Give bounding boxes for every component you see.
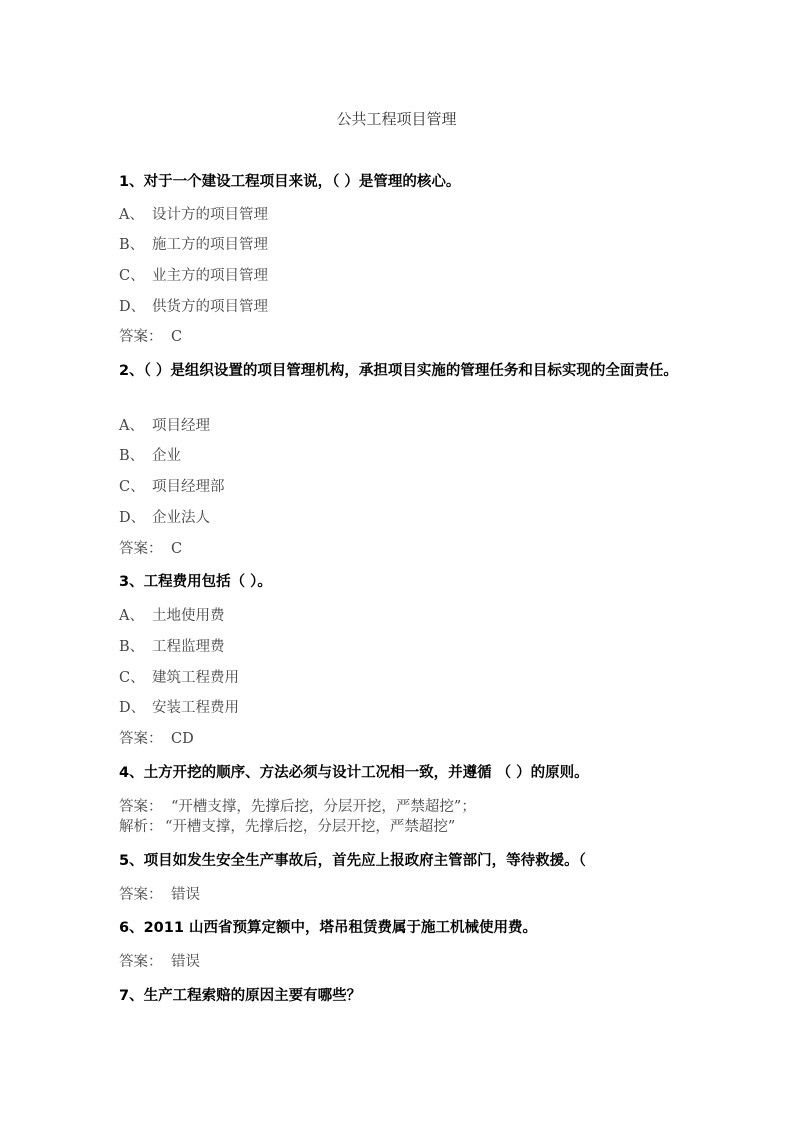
question-6: 6、2011 山西省预算定额中，塔吊租赁费属于施工机械使用费。: [119, 920, 537, 936]
option-text: 项目经理部: [152, 479, 225, 495]
answer-2: [119, 537, 182, 558]
question-2: 2、（ ）是组织设置的项目管理机构，承担项目实施的管理任务和目标实现的全面责任。: [119, 363, 678, 379]
option-1a: [119, 203, 268, 224]
option-label: B、: [119, 448, 145, 464]
answer-1: [119, 325, 182, 346]
document-title: 公共工程项目管理: [336, 110, 457, 128]
option-label: B、: [119, 639, 145, 655]
option-text: 安装工程费用: [152, 700, 239, 716]
option-3b: [119, 635, 225, 656]
option-text: 施工方的项目管理: [152, 237, 268, 253]
option-3c: [119, 666, 239, 687]
question-3: 3、工程费用包括（ ）。: [119, 574, 272, 590]
option-text: 业主方的项目管理: [152, 268, 268, 284]
answer-value: 错误: [171, 954, 200, 970]
option-3d: [119, 696, 239, 717]
option-3a: [119, 604, 225, 625]
option-label: C、: [119, 670, 145, 686]
question-1: 1、对于一个建设工程项目来说，（ ）是管理的核心。: [119, 174, 461, 190]
answer-label: 答案：: [119, 954, 163, 970]
option-text: 建筑工程费用: [152, 670, 239, 686]
answer-label: 答案：: [119, 541, 163, 557]
option-1d: [119, 295, 268, 316]
option-text: 供货方的项目管理: [152, 299, 268, 315]
option-label: A、: [119, 418, 144, 434]
question-5: 5、项目如发生安全生产事故后，首先应上报政府主管部门，等待救援。（: [119, 853, 586, 869]
answer-label: 答案：: [119, 887, 163, 903]
answer-4: [119, 795, 476, 816]
analysis-4: [119, 815, 455, 836]
answer-value: C: [171, 329, 183, 345]
option-label: D、: [119, 510, 146, 526]
option-text: 工程监理费: [152, 639, 225, 655]
option-1c: [119, 264, 268, 285]
option-label: D、: [119, 299, 146, 315]
option-label: D、: [119, 700, 146, 716]
answer-6: [119, 950, 200, 971]
option-label: A、: [119, 608, 144, 624]
option-2c: [119, 475, 225, 496]
option-2a: [119, 414, 210, 435]
option-label: C、: [119, 479, 145, 495]
answer-value: 错误: [171, 887, 200, 903]
answer-label: 答案：: [119, 329, 163, 345]
answer-label: 答案：: [119, 731, 163, 747]
answer-value: CD: [171, 731, 194, 747]
option-2b: [119, 444, 181, 465]
question-7: 7、生产工程索赔的原因主要有哪些？: [119, 988, 362, 1004]
analysis-label: 解析：: [119, 819, 163, 835]
option-text: 土地使用费: [152, 608, 225, 624]
option-label: C、: [119, 268, 145, 284]
answer-3: [119, 727, 194, 748]
option-text: 设计方的项目管理: [152, 207, 268, 223]
option-text: 项目经理: [152, 418, 210, 434]
option-label: A、: [119, 207, 144, 223]
option-text: 企业: [152, 448, 181, 464]
answer-value: C: [171, 541, 183, 557]
question-4: 4、土方开挖的顺序、方法必须与设计工况相一致，并遵循 （ ）的原则。: [119, 765, 589, 781]
answer-value: “开槽支撑，先撑后挖，分层开挖，严禁超挖”；: [171, 799, 476, 815]
answer-5: [119, 883, 200, 904]
option-label: B、: [119, 237, 145, 253]
analysis-value: “开槽支撑，先撑后挖，分层开挖，严禁超挖”: [165, 819, 456, 835]
option-text: 企业法人: [152, 510, 210, 526]
option-1b: [119, 233, 268, 254]
answer-label: 答案：: [119, 799, 163, 815]
option-2d: [119, 506, 210, 527]
